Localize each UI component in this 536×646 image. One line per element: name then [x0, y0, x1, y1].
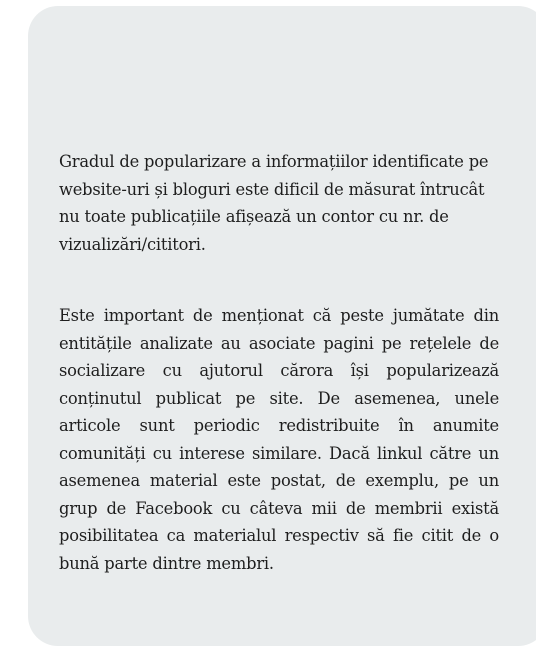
paragraph-social-media: Este important de menționat că peste jumătate din entitățile analizate au asociate pagini pe rețelele de socializare cu ajutorul cărora își popularizează conținutul publicat pe site. De asemenea, unele articole sunt periodic redistribuite în anumite comunități cu interese similare. Dacă linkul către un asemenea material este postat, de exemplu, pe un grup de Facebook cu câteva mii de membrii există posibilitatea ca materialul respectiv să fie citit de o bună parte dintre membri. [59, 306, 499, 573]
paragraph-popularization: Gradul de popularizare a informațiilor identificate pe website-uri și bloguri este dificil de măsurat întrucât nu toate publicațiile afișează un contor cu nr. de vizualizări/cititori. [59, 152, 489, 254]
